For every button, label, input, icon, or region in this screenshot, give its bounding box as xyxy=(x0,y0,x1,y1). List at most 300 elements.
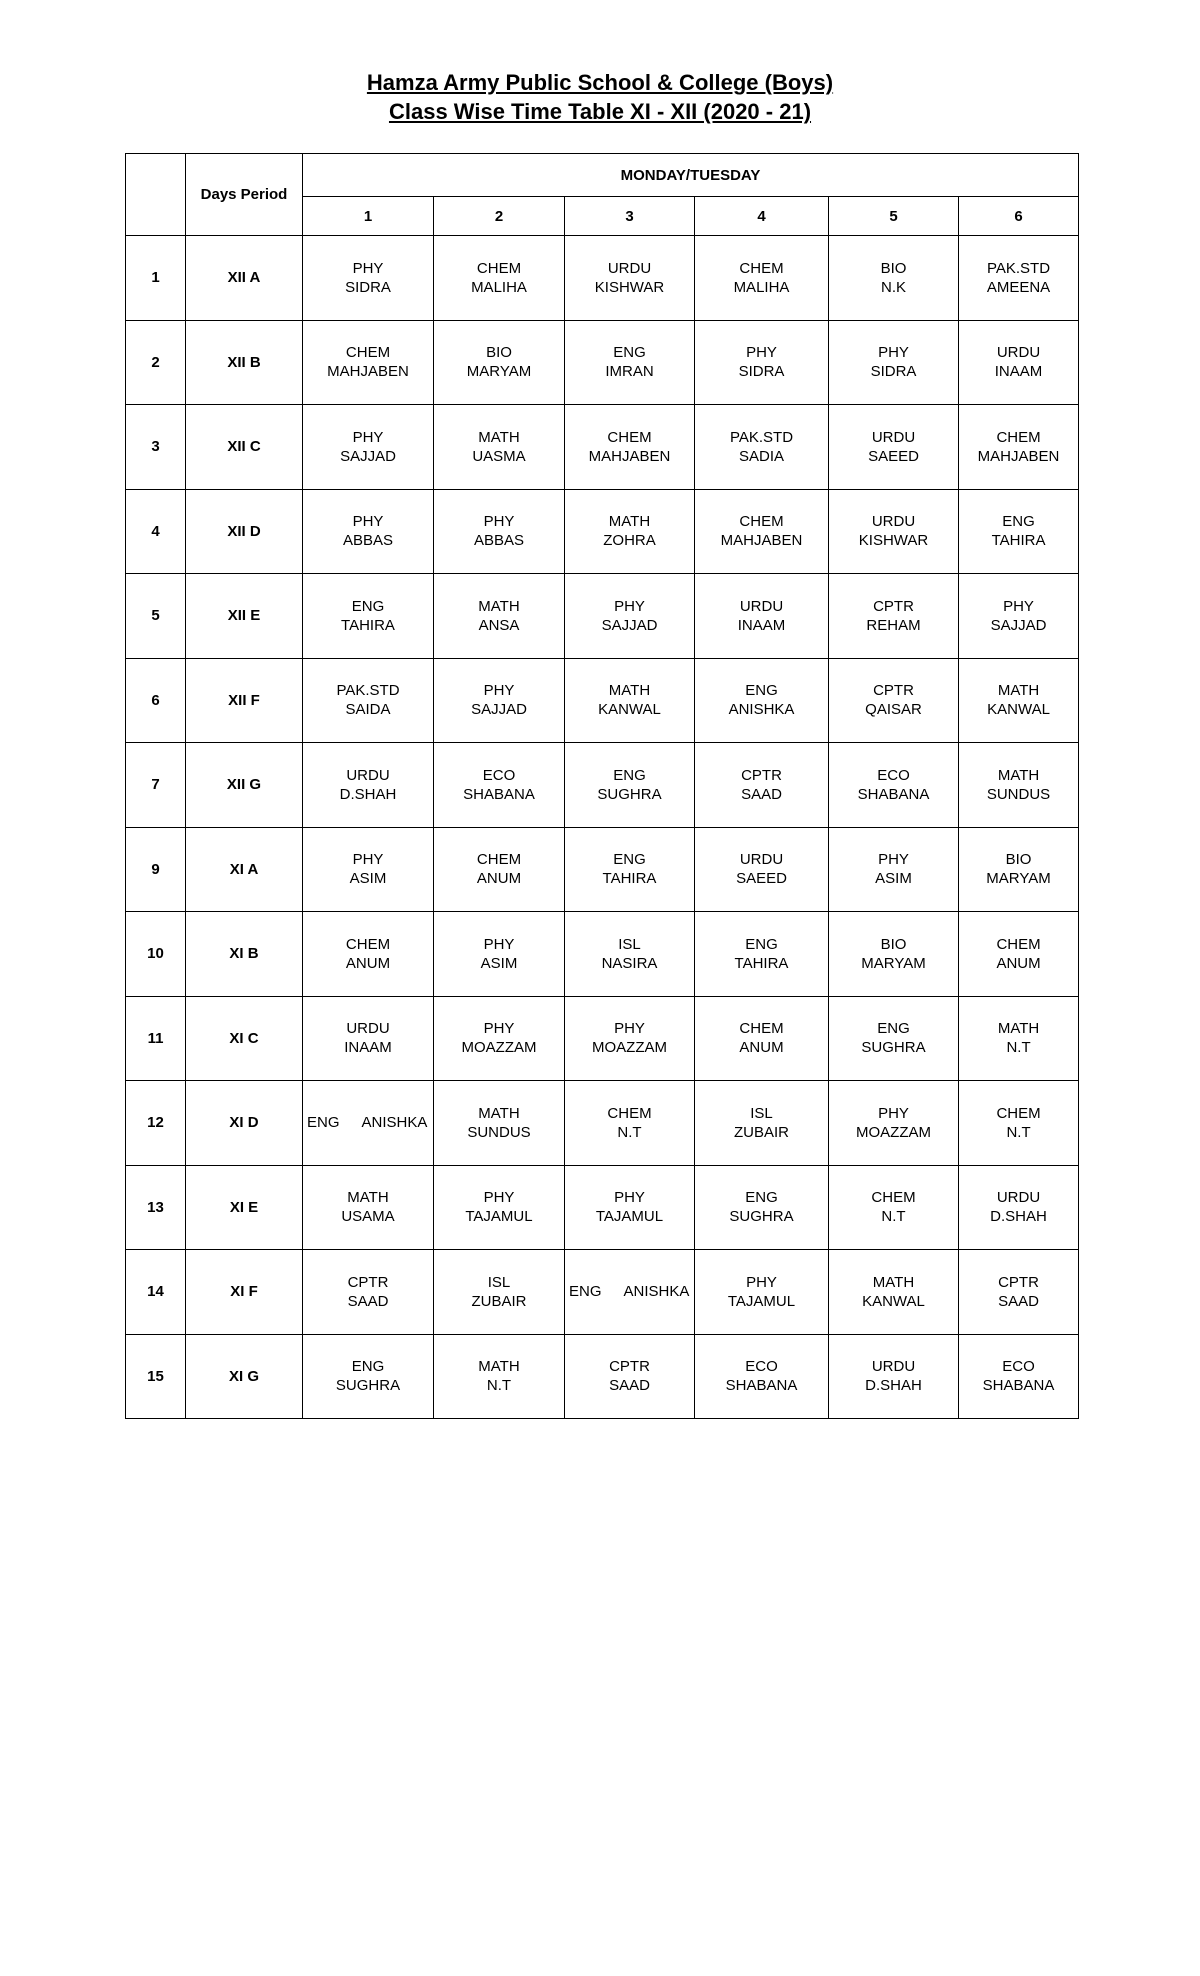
table-row xyxy=(126,827,1079,912)
subject-label: ENG xyxy=(613,344,646,362)
subject-label: CPTR xyxy=(741,766,782,784)
teacher-label: IMRAN xyxy=(605,363,654,381)
subject-label: PHY xyxy=(1003,597,1034,615)
teacher-label: SADIA xyxy=(738,447,784,465)
subject-label: CHEM xyxy=(739,1020,784,1038)
class-name: XII C xyxy=(186,405,303,490)
schedule-cell xyxy=(829,1334,959,1419)
subject-label: BIO xyxy=(1005,851,1032,869)
schedule-cell xyxy=(829,912,959,997)
subject-label: URDU xyxy=(871,428,916,446)
table-row xyxy=(126,574,1079,659)
days-period-header: Days Period xyxy=(186,154,303,236)
teacher-label: N.K xyxy=(880,278,906,296)
subject-label: BIO xyxy=(880,935,907,953)
teacher-label: MALIHA xyxy=(471,278,527,296)
schedule-cell xyxy=(695,405,829,490)
subject-label: CHEM xyxy=(871,1189,916,1207)
schedule-cell xyxy=(434,1334,565,1419)
teacher-label: SIDRA xyxy=(345,278,391,296)
schedule-cell xyxy=(695,996,829,1081)
schedule-cell xyxy=(829,1165,959,1250)
subject-label: URDU xyxy=(996,1189,1041,1207)
schedule-cell xyxy=(959,236,1079,321)
teacher-label: ZOHRA xyxy=(603,532,656,550)
teacher-label: SUNDUS xyxy=(467,1123,531,1141)
subject-label: URDU xyxy=(871,1358,916,1376)
schedule-cell xyxy=(303,1334,434,1419)
schedule-cell xyxy=(695,320,829,405)
subject-label: ENG xyxy=(745,1189,778,1207)
class-name: XII F xyxy=(186,658,303,743)
subject-label: MATH xyxy=(608,682,651,700)
teacher-label: SAAD xyxy=(609,1377,650,1395)
teacher-label: SUGHRA xyxy=(597,785,662,803)
subject-label: CHEM xyxy=(345,935,391,953)
period-header-6: 6 xyxy=(959,197,1079,236)
teacher-label: N.T xyxy=(1006,1123,1031,1141)
schedule-cell xyxy=(829,1081,959,1166)
table-row xyxy=(126,489,1079,574)
schedule-cell xyxy=(829,658,959,743)
subject-label: ENG xyxy=(569,1283,602,1301)
subject-label: MATH xyxy=(872,1273,915,1291)
teacher-label: MAHJABEN xyxy=(720,532,803,550)
row-number: 12 xyxy=(126,1081,186,1166)
schedule-cell xyxy=(303,912,434,997)
subject-label: PHY xyxy=(483,513,515,531)
teacher-label: KISHWAR xyxy=(858,532,929,550)
schedule-cell xyxy=(695,743,829,828)
subject-label: PHY xyxy=(614,1020,645,1038)
teacher-label: INAAM xyxy=(344,1039,392,1057)
period-header-2: 2 xyxy=(434,197,565,236)
class-name: XII E xyxy=(186,574,303,659)
period-header-1: 1 xyxy=(303,197,434,236)
teacher-label: TAHIRA xyxy=(734,954,789,972)
schedule-cell xyxy=(829,574,959,659)
teacher-label: SAJJAD xyxy=(340,447,396,465)
schedule-cell xyxy=(303,1250,434,1335)
subject-label: PHY xyxy=(352,851,384,869)
teacher-label: ANISHKA xyxy=(361,1114,428,1132)
teacher-label: SHABANA xyxy=(857,785,930,803)
subject-label: PHY xyxy=(878,1104,909,1122)
schedule-cell xyxy=(959,1165,1079,1250)
subject-label: PHY xyxy=(483,1020,515,1038)
schedule-cell xyxy=(434,743,565,828)
table-row xyxy=(126,1081,1079,1166)
subject-label: CPTR xyxy=(347,1273,389,1291)
subject-label: ENG xyxy=(307,1114,340,1132)
schedule-cell xyxy=(565,1250,695,1335)
teacher-label: N.T xyxy=(486,1377,512,1395)
subject-label: URDU xyxy=(607,259,652,277)
teacher-label: ANUM xyxy=(996,954,1041,972)
schedule-cell xyxy=(303,996,434,1081)
table-row xyxy=(126,1334,1079,1419)
schedule-cell xyxy=(829,996,959,1081)
teacher-label: MOAZZAM xyxy=(592,1039,667,1057)
table-row xyxy=(126,405,1079,490)
subject-label: MATH xyxy=(997,766,1040,784)
corner-cell xyxy=(126,154,186,236)
teacher-label: SHABANA xyxy=(463,785,535,803)
teacher-label: SAAD xyxy=(741,785,782,803)
teacher-label: MARYAM xyxy=(861,954,926,972)
schedule-cell xyxy=(303,658,434,743)
row-number: 13 xyxy=(126,1165,186,1250)
teacher-label: D.SHAH xyxy=(865,1377,922,1395)
subject-label: ENG xyxy=(613,766,646,784)
teacher-label: SAIDA xyxy=(345,701,391,719)
subject-label: MATH xyxy=(997,1020,1040,1038)
class-name: XI G xyxy=(186,1334,303,1419)
subject-label: PAK.STD xyxy=(336,682,400,700)
subject-label: BIO xyxy=(880,259,907,277)
subject-label: PHY xyxy=(483,935,515,953)
teacher-label: ANSA xyxy=(478,616,520,634)
schedule-cell xyxy=(565,1334,695,1419)
schedule-cell xyxy=(959,489,1079,574)
schedule-cell xyxy=(565,827,695,912)
teacher-label: ABBAS xyxy=(473,532,525,550)
subject-label: PHY xyxy=(746,1273,777,1291)
schedule-cell xyxy=(434,827,565,912)
subject-label: PHY xyxy=(352,513,384,531)
teacher-label: QAISAR xyxy=(865,701,922,719)
teacher-label: ASIM xyxy=(875,870,912,888)
teacher-label: KANWAL xyxy=(598,701,661,719)
teacher-label: SAEED xyxy=(736,870,787,888)
schedule-cell xyxy=(565,574,695,659)
subject-label: ENG xyxy=(745,935,778,953)
table-row xyxy=(126,1165,1079,1250)
table-row xyxy=(126,236,1079,321)
schedule-cell xyxy=(303,405,434,490)
table-row xyxy=(126,743,1079,828)
class-name: XII D xyxy=(186,489,303,574)
teacher-label: INAAM xyxy=(994,363,1043,381)
subject-label: ISL xyxy=(618,935,641,953)
schedule-cell xyxy=(565,743,695,828)
teacher-label: ASIM xyxy=(480,954,518,972)
schedule-cell xyxy=(959,405,1079,490)
subject-label: CHEM xyxy=(739,259,784,277)
row-number: 15 xyxy=(126,1334,186,1419)
row-number: 10 xyxy=(126,912,186,997)
schedule-cell xyxy=(695,658,829,743)
row-number: 7 xyxy=(126,743,186,828)
teacher-label: AMEENA xyxy=(986,278,1051,296)
schedule-cell xyxy=(695,1334,829,1419)
schedule-cell xyxy=(829,743,959,828)
subject-label: URDU xyxy=(739,597,784,615)
teacher-label: NASIRA xyxy=(601,954,658,972)
subject-label: MATH xyxy=(997,682,1040,700)
table-row xyxy=(126,320,1079,405)
teacher-label: N.T xyxy=(1006,1039,1031,1057)
subject-label: ECO xyxy=(1002,1358,1035,1376)
schedule-cell xyxy=(434,574,565,659)
subject-label: MATH xyxy=(478,428,520,446)
schedule-cell xyxy=(695,1250,829,1335)
subject-label: PHY xyxy=(878,344,909,362)
teacher-label: TAHIRA xyxy=(341,616,395,634)
teacher-label: SAEED xyxy=(868,447,919,465)
subject-label: URDU xyxy=(346,766,390,784)
teacher-label: ANISHKA xyxy=(623,1283,690,1301)
subject-label: PHY xyxy=(483,1189,515,1207)
teacher-label: KANWAL xyxy=(862,1292,925,1310)
teacher-label: SAJJAD xyxy=(601,616,658,634)
schedule-cell xyxy=(695,574,829,659)
subject-label: ENG xyxy=(877,1020,910,1038)
class-name: XI A xyxy=(186,827,303,912)
table-row xyxy=(126,996,1079,1081)
teacher-label: MOAZZAM xyxy=(461,1039,537,1057)
subject-label: ISL xyxy=(487,1273,511,1291)
subject-label: MATH xyxy=(478,1104,520,1122)
schedule-cell xyxy=(303,743,434,828)
teacher-label: D.SHAH xyxy=(339,785,397,803)
teacher-label: TAJAMUL xyxy=(727,1292,796,1310)
schedule-cell xyxy=(434,1165,565,1250)
row-number: 1 xyxy=(126,236,186,321)
row-number: 11 xyxy=(126,996,186,1081)
teacher-label: KANWAL xyxy=(987,701,1050,719)
subject-label: PHY xyxy=(352,428,384,446)
teacher-label: TAHIRA xyxy=(991,532,1046,550)
subject-label: URDU xyxy=(739,851,784,869)
teacher-label: MARYAM xyxy=(986,870,1051,888)
teacher-label: TAJAMUL xyxy=(465,1208,533,1226)
schedule-cell xyxy=(303,1081,434,1166)
subject-label: MATH xyxy=(608,513,651,531)
period-header-5: 5 xyxy=(829,197,959,236)
teacher-label: SHABANA xyxy=(982,1377,1055,1395)
row-number: 4 xyxy=(126,489,186,574)
teacher-label: SIDRA xyxy=(870,363,917,381)
subject-label: ENG xyxy=(351,1358,385,1376)
schedule-cell xyxy=(829,320,959,405)
subject-label: MATH xyxy=(478,597,520,615)
subject-label: CHEM xyxy=(607,428,652,446)
subject-label: CPTR xyxy=(998,1273,1039,1291)
schedule-cell xyxy=(434,405,565,490)
schedule-cell xyxy=(829,236,959,321)
schedule-cell xyxy=(959,658,1079,743)
teacher-label: SAJJAD xyxy=(990,616,1047,634)
subject-label: MATH xyxy=(347,1189,389,1207)
teacher-label: SUNDUS xyxy=(986,785,1051,803)
teacher-label: SAAD xyxy=(347,1292,389,1310)
schedule-cell xyxy=(695,1081,829,1166)
schedule-cell xyxy=(303,320,434,405)
timetable xyxy=(125,153,1079,1419)
teacher-label: SUGHRA xyxy=(729,1208,794,1226)
table-row xyxy=(126,912,1079,997)
teacher-label: KISHWAR xyxy=(594,278,665,296)
subject-label: ENG xyxy=(1002,513,1035,531)
subject-label: CHEM xyxy=(996,1104,1041,1122)
schedule-cell xyxy=(434,1081,565,1166)
teacher-label: TAHIRA xyxy=(602,870,657,888)
subject-label: CHEM xyxy=(996,935,1041,953)
class-name: XI C xyxy=(186,996,303,1081)
teacher-label: ANUM xyxy=(739,1039,784,1057)
table-row xyxy=(126,1250,1079,1335)
subject-label: ISL xyxy=(750,1104,773,1122)
schedule-cell xyxy=(829,405,959,490)
teacher-label: ANUM xyxy=(345,954,391,972)
teacher-label: SHABANA xyxy=(725,1377,798,1395)
subject-label: PHY xyxy=(614,597,645,615)
subject-label: ECO xyxy=(482,766,516,784)
teacher-label: SUGHRA xyxy=(335,1377,401,1395)
subject-label: ENG xyxy=(613,851,646,869)
teacher-label: REHAM xyxy=(866,616,921,634)
teacher-label: D.SHAH xyxy=(990,1208,1047,1226)
subject-label: URDU xyxy=(996,344,1041,362)
schedule-cell xyxy=(565,320,695,405)
subject-label: CPTR xyxy=(609,1358,650,1376)
schedule-cell xyxy=(829,489,959,574)
schedule-cell xyxy=(565,1165,695,1250)
teacher-label: SAJJAD xyxy=(471,701,527,719)
row-number: 6 xyxy=(126,658,186,743)
teacher-label: UASMA xyxy=(472,447,526,465)
schedule-cell xyxy=(695,489,829,574)
teacher-label: ANISHKA xyxy=(728,701,795,719)
class-name: XII B xyxy=(186,320,303,405)
teacher-label: ANUM xyxy=(476,870,522,888)
schedule-cell xyxy=(434,658,565,743)
subject-label: PHY xyxy=(483,682,515,700)
subject-label: CHEM xyxy=(476,259,522,277)
table-row xyxy=(126,658,1079,743)
subject-label: ECO xyxy=(877,766,910,784)
schedule-cell xyxy=(565,405,695,490)
schedule-cell xyxy=(959,1081,1079,1166)
schedule-cell xyxy=(695,827,829,912)
class-name: XI E xyxy=(186,1165,303,1250)
subject-label: ENG xyxy=(351,597,385,615)
class-name: XI D xyxy=(186,1081,303,1166)
row-number: 9 xyxy=(126,827,186,912)
teacher-label: ABBAS xyxy=(342,532,394,550)
subject-label: BIO xyxy=(486,344,512,362)
subject-label: CHEM xyxy=(739,513,784,531)
schedule-cell xyxy=(959,996,1079,1081)
class-name: XII A xyxy=(186,236,303,321)
schedule-cell xyxy=(959,912,1079,997)
day-header: MONDAY/TUESDAY xyxy=(303,154,1079,197)
schedule-cell xyxy=(565,1081,695,1166)
page-title: Hamza Army Public School & College (Boys) xyxy=(366,70,834,95)
subject-label: CPTR xyxy=(873,597,914,615)
schedule-cell xyxy=(829,827,959,912)
row-number: 2 xyxy=(126,320,186,405)
row-number: 14 xyxy=(126,1250,186,1335)
teacher-label: N.T xyxy=(617,1123,642,1141)
timetable-body xyxy=(126,236,1079,1419)
subject-label: PHY xyxy=(878,851,909,869)
schedule-cell xyxy=(695,1165,829,1250)
page-subtitle: Class Wise Time Table XI - XII (2020 - 21) xyxy=(388,99,812,124)
teacher-label: ZUBAIR xyxy=(733,1123,789,1141)
schedule-cell xyxy=(565,236,695,321)
subject-label: ENG xyxy=(745,682,778,700)
teacher-label: N.T xyxy=(881,1208,906,1226)
subject-label: PHY xyxy=(746,344,777,362)
subject-label: URDU xyxy=(346,1020,390,1038)
subject-label: CHEM xyxy=(476,851,522,869)
teacher-label: TAJAMUL xyxy=(595,1208,664,1226)
schedule-cell xyxy=(434,996,565,1081)
subject-label: URDU xyxy=(871,513,916,531)
schedule-cell xyxy=(303,489,434,574)
schedule-cell xyxy=(434,320,565,405)
teacher-label: MARYAM xyxy=(466,363,532,381)
subject-label: PHY xyxy=(614,1189,645,1207)
class-name: XI B xyxy=(186,912,303,997)
schedule-cell xyxy=(959,827,1079,912)
row-number: 3 xyxy=(126,405,186,490)
schedule-cell xyxy=(959,743,1079,828)
schedule-cell xyxy=(565,996,695,1081)
teacher-label: MAHJABEN xyxy=(977,447,1060,465)
schedule-cell xyxy=(959,574,1079,659)
teacher-label: ZUBAIR xyxy=(471,1292,527,1310)
schedule-cell xyxy=(959,320,1079,405)
teacher-label: ASIM xyxy=(349,870,387,888)
schedule-cell xyxy=(695,236,829,321)
subject-label: CHEM xyxy=(607,1104,652,1122)
schedule-cell xyxy=(303,236,434,321)
teacher-label: MALIHA xyxy=(733,278,790,296)
schedule-cell xyxy=(959,1250,1079,1335)
teacher-label: SUGHRA xyxy=(861,1039,926,1057)
class-name: XII G xyxy=(186,743,303,828)
teacher-label: MAHJABEN xyxy=(327,363,409,381)
schedule-cell xyxy=(565,912,695,997)
teacher-label: SIDRA xyxy=(738,363,785,381)
schedule-cell xyxy=(434,489,565,574)
schedule-cell xyxy=(303,1165,434,1250)
period-header-4: 4 xyxy=(695,197,829,236)
schedule-cell xyxy=(303,574,434,659)
schedule-cell xyxy=(434,912,565,997)
subject-label: CHEM xyxy=(345,344,391,362)
schedule-cell xyxy=(829,1250,959,1335)
teacher-label: MAHJABEN xyxy=(588,447,671,465)
schedule-cell xyxy=(959,1334,1079,1419)
schedule-cell xyxy=(434,1250,565,1335)
subject-label: MATH xyxy=(478,1358,520,1376)
teacher-label: MOAZZAM xyxy=(856,1123,931,1141)
schedule-cell xyxy=(695,912,829,997)
schedule-cell xyxy=(565,658,695,743)
schedule-cell xyxy=(434,236,565,321)
row-number: 5 xyxy=(126,574,186,659)
teacher-label: SAAD xyxy=(998,1292,1039,1310)
teacher-label: USAMA xyxy=(341,1208,395,1226)
subject-label: PAK.STD xyxy=(986,259,1051,277)
subject-label: PHY xyxy=(352,259,384,277)
subject-label: PAK.STD xyxy=(729,428,794,446)
schedule-cell xyxy=(303,827,434,912)
